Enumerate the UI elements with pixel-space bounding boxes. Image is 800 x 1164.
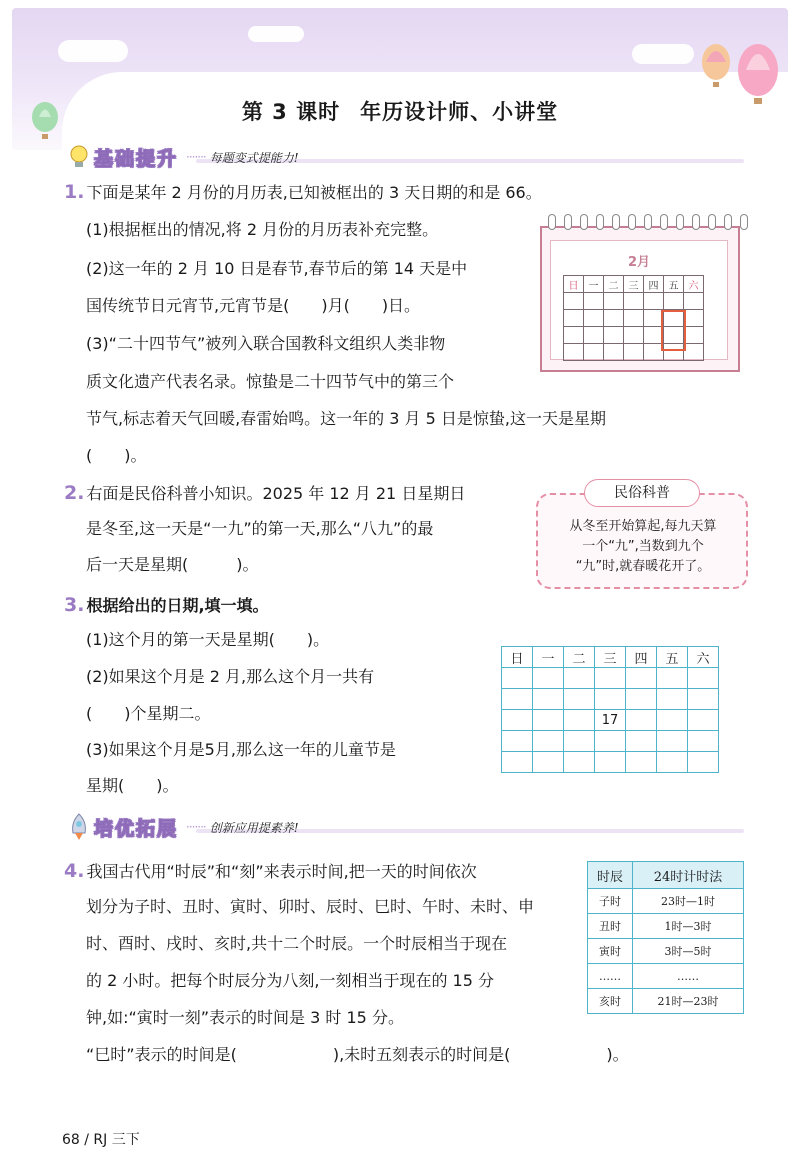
calendar-cell[interactable] <box>626 752 657 773</box>
calendar-cell[interactable] <box>657 731 688 752</box>
section-tag: 培优拓展 <box>94 817 179 840</box>
calendar-cell[interactable] <box>626 710 657 731</box>
calendar-cell[interactable] <box>688 668 719 689</box>
q1-part3-line4: ( )。 <box>86 446 147 465</box>
weekday-header: 五 <box>664 276 684 293</box>
q2-line3: 后一天是星期( )。 <box>86 555 259 574</box>
q3-part1: (1)这个月的第一天是星期( )。 <box>86 630 330 649</box>
weekday-header: 二 <box>564 647 595 668</box>
calendar-cell[interactable] <box>564 310 584 327</box>
calendar-cell[interactable] <box>684 327 704 344</box>
q2-line2: 是冬至,这一天是“一九”的第一天,那么“八九”的最 <box>86 519 434 538</box>
q3-part2-line1: (2)如果这个月是 2 月,那么这个月一共有 <box>86 667 375 686</box>
folk-box-text: 从冬至开始算起,每九天算 一个“九”,当数到九个 “九”时,就春暖花开了。 <box>569 519 717 574</box>
weekday-header: 日 <box>564 276 584 293</box>
calendar-cell[interactable] <box>502 752 533 773</box>
calendar-cell[interactable] <box>595 668 626 689</box>
rocket-icon <box>68 813 90 841</box>
calendar-cell[interactable] <box>604 344 624 361</box>
cloud-icon <box>632 44 694 64</box>
calendar-cell[interactable] <box>533 752 564 773</box>
q3-part3-line1: (3)如果这个月是5月,那么这一年的儿童节是 <box>86 740 396 759</box>
section-advanced <box>68 812 299 842</box>
calendar-cell[interactable] <box>684 310 704 327</box>
q4-line5: 钟,如:“寅时一刻”表示的时间是 3 时 15 分。 <box>86 1008 404 1027</box>
q4-line3: 时、酉时、戌时、亥时,共十二个时辰。一个时辰相当于现在 <box>86 934 508 953</box>
calendar-cell[interactable] <box>533 689 564 710</box>
calendar-rings <box>548 214 748 230</box>
calendar-cell[interactable] <box>624 327 644 344</box>
calendar-cell[interactable] <box>533 710 564 731</box>
weekday-header: 六 <box>688 647 719 668</box>
calendar-page <box>550 240 728 360</box>
calendar-cell[interactable] <box>644 293 664 310</box>
folk-knowledge-box <box>536 485 748 589</box>
table-header: 24时计时法 <box>633 862 744 889</box>
q2-line1: 2. 右面是民俗科普小知识。2025 年 12 月 21 日星期日 <box>64 482 466 504</box>
calendar-cell[interactable] <box>657 689 688 710</box>
calendar-cell[interactable] <box>626 668 657 689</box>
folk-box-title: 民俗科普 <box>584 479 700 507</box>
calendar-cell[interactable] <box>688 689 719 710</box>
q1-part2-line2: 国传统节日元宵节,元宵节是( )月( )日。 <box>86 296 421 315</box>
calendar-cell[interactable] <box>664 293 684 310</box>
calendar-cell[interactable] <box>502 731 533 752</box>
cloud-icon <box>58 40 128 62</box>
weekday-header: 三 <box>595 647 626 668</box>
calendar-cell[interactable] <box>533 668 564 689</box>
calendar-cell[interactable] <box>626 689 657 710</box>
lightbulb-icon <box>68 144 90 170</box>
section-note: 每题变式提能力! <box>209 150 299 165</box>
calendar-cell[interactable] <box>604 327 624 344</box>
calendar-cell[interactable] <box>684 293 704 310</box>
lesson-number: 第 3 课时 <box>241 100 341 124</box>
calendar-cell[interactable] <box>595 752 626 773</box>
calendar-cell[interactable] <box>688 731 719 752</box>
page-footer: 68 / RJ 三下 <box>62 1132 140 1148</box>
lesson-name: 年历设计师、小讲堂 <box>360 100 559 124</box>
calendar-cell[interactable] <box>564 327 584 344</box>
calendar-cell[interactable] <box>657 710 688 731</box>
calendar-cell[interactable] <box>564 344 584 361</box>
table-row: …… …… <box>588 964 744 989</box>
q3-stem: 3. 根据给出的日期,填一填。 <box>64 594 269 616</box>
table-header: 时辰 <box>588 862 633 889</box>
weekday-header: 四 <box>626 647 657 668</box>
calendar-cell[interactable] <box>688 710 719 731</box>
table-row: 子时 23时—1时 <box>588 889 744 914</box>
weekday-header: 一 <box>533 647 564 668</box>
february-calendar <box>540 226 740 372</box>
calendar-cell[interactable] <box>624 344 644 361</box>
weekday-header: 六 <box>684 276 704 293</box>
weekday-header: 一 <box>584 276 604 293</box>
weekday-header: 三 <box>624 276 644 293</box>
dots-divider: ······· <box>186 820 206 834</box>
calendar-month: 2月 <box>627 255 651 270</box>
calendar-cell[interactable] <box>564 710 595 731</box>
weekday-header: 五 <box>657 647 688 668</box>
calendar-cell[interactable] <box>584 344 604 361</box>
page-title <box>0 96 800 126</box>
q4-line1: 4. 我国古代用“时辰”和“刻”来表示时间,把一天的时间依次 <box>64 860 477 882</box>
cloud-icon <box>248 26 304 42</box>
q1-part2-line1: (2)这一年的 2 月 10 日是春节,春节后的第 14 天是中 <box>86 259 468 278</box>
q4-line6: “巳时”表示的时间是( ),未时五刻表示的时间是( )。 <box>86 1045 629 1064</box>
calendar-cell[interactable] <box>626 731 657 752</box>
section-tag: 基础提升 <box>94 147 179 170</box>
calendar-cell[interactable] <box>688 752 719 773</box>
q1-stem: 1. 下面是某年 2 月份的月历表,已知被框出的 3 天日期的和是 66。 <box>64 181 542 203</box>
calendar-cell[interactable] <box>564 752 595 773</box>
time-conversion-table <box>587 861 744 1014</box>
table-row: 寅时 3时—5时 <box>588 939 744 964</box>
calendar-cell[interactable] <box>604 310 624 327</box>
weekday-header: 日 <box>502 647 533 668</box>
table-row: 亥时 21时—23时 <box>588 989 744 1014</box>
calendar-cell[interactable] <box>595 689 626 710</box>
weekday-header: 二 <box>604 276 624 293</box>
calendar-cell[interactable] <box>502 689 533 710</box>
table-row: 丑时 1时—3时 <box>588 914 744 939</box>
q1-part1: (1)根据框出的情况,将 2 月份的月历表补充完整。 <box>86 220 439 239</box>
month-calendar-grid <box>501 646 719 773</box>
calendar-cell[interactable] <box>564 293 584 310</box>
calendar-cell[interactable] <box>564 731 595 752</box>
dots-divider: ······· <box>186 150 206 164</box>
section-note: 创新应用提素养! <box>209 820 299 835</box>
q4-line4: 的 2 小时。把每个时辰分为八刻,一刻相当于现在的 15 分 <box>86 971 494 990</box>
calendar-cell[interactable] <box>502 710 533 731</box>
calendar-cell[interactable] <box>657 752 688 773</box>
calendar-cell[interactable] <box>502 668 533 689</box>
calendar-cell[interactable] <box>533 731 564 752</box>
q1-part3-line3: 节气,标志着天气回暖,春雷始鸣。这一年的 3 月 5 日是惊蛰,这一天是星期 <box>86 409 606 428</box>
calendar-cell[interactable] <box>604 293 624 310</box>
calendar-cell[interactable] <box>624 310 644 327</box>
section-basic <box>68 142 299 172</box>
q1-part3-line1: (3)“二十四节气”被列入联合国教科文组织人类非物 <box>86 334 446 353</box>
calendar-given-date: 17 <box>595 710 626 731</box>
calendar-cell[interactable] <box>584 327 604 344</box>
calendar-cell[interactable] <box>684 344 704 361</box>
calendar-cell[interactable] <box>657 668 688 689</box>
calendar-cell[interactable] <box>595 731 626 752</box>
weekday-header: 四 <box>644 276 664 293</box>
calendar-cell[interactable] <box>564 689 595 710</box>
calendar-cell[interactable] <box>564 668 595 689</box>
highlighted-frame <box>661 310 686 351</box>
calendar-cell[interactable] <box>624 293 644 310</box>
calendar-cell[interactable] <box>584 310 604 327</box>
calendar-cell[interactable] <box>584 293 604 310</box>
q1-part3-line2: 质文化遗产代表名录。惊蛰是二十四节气中的第三个 <box>86 372 455 391</box>
q3-part3-line2: 星期( )。 <box>86 776 179 795</box>
q3-part2-line2: ( )个星期二。 <box>86 704 211 723</box>
q4-line2: 划分为子时、丑时、寅时、卯时、辰时、巳时、午时、未时、申 <box>86 897 535 916</box>
